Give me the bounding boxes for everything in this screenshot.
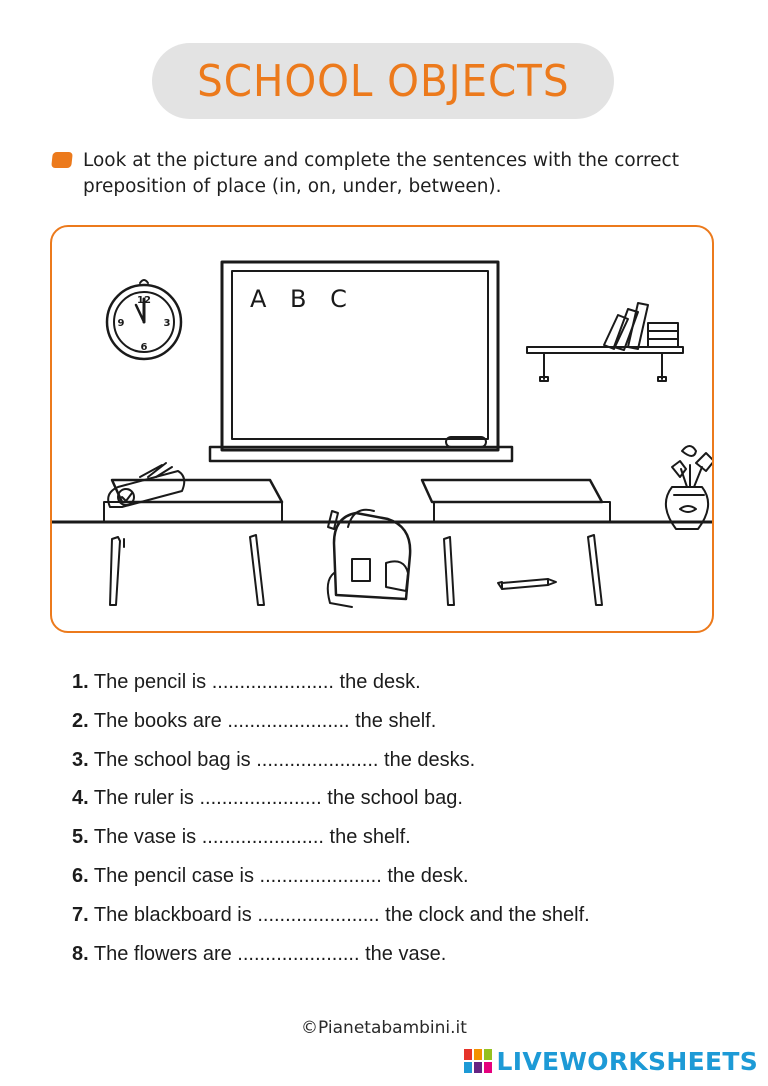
page-title: SCHOOL OBJECTS bbox=[196, 55, 570, 107]
sentence-text: the school bag. bbox=[327, 787, 463, 810]
sentence-list bbox=[72, 672, 590, 982]
pencil-case-icon bbox=[108, 463, 184, 507]
clock-number-9: 9 bbox=[117, 318, 125, 329]
instruction-text: Look at the picture and complete the sentences with the correct preposition of place (in, on, under, between). bbox=[83, 150, 679, 197]
school-bag-icon bbox=[328, 510, 410, 607]
sentence-number: 8. bbox=[72, 942, 89, 965]
answer-blank[interactable]: ...................... bbox=[199, 787, 322, 810]
sentence-text: The pencil case is bbox=[93, 864, 254, 887]
instruction-bullet-icon bbox=[51, 152, 73, 168]
sentence-text: The flowers are bbox=[93, 942, 232, 965]
sentence-item bbox=[72, 672, 590, 711]
sentence-item bbox=[72, 827, 590, 866]
sentence-text: The school bag is bbox=[93, 748, 251, 771]
title-banner bbox=[152, 43, 614, 119]
books-icon bbox=[604, 303, 678, 350]
sentence-item bbox=[72, 866, 590, 905]
sentence-number: 2. bbox=[72, 709, 89, 732]
sentence-item bbox=[72, 750, 590, 789]
flowers-icon bbox=[672, 446, 714, 487]
sentence-text: The blackboard is bbox=[93, 903, 252, 926]
answer-blank[interactable]: ...................... bbox=[201, 826, 324, 849]
sentence-text: The pencil is bbox=[93, 671, 207, 693]
sentence-text: the clock and the shelf. bbox=[385, 903, 590, 926]
classroom-picture bbox=[50, 225, 714, 633]
answer-blank[interactable]: ...................... bbox=[227, 709, 350, 732]
sentence-text: the desks. bbox=[384, 748, 476, 771]
footer-credit: ©Pianetabambini.it bbox=[301, 1018, 467, 1038]
shelf-icon bbox=[527, 347, 683, 381]
sentence-text: the vase. bbox=[365, 942, 447, 965]
right-desk-icon bbox=[422, 480, 610, 605]
sentence-number: 6. bbox=[72, 864, 89, 887]
sentence-number: 7. bbox=[72, 903, 89, 926]
sentence-number: 4. bbox=[72, 787, 89, 810]
sentence-text: The books are bbox=[93, 709, 222, 732]
answer-blank[interactable]: ...................... bbox=[237, 942, 360, 965]
sentence-item bbox=[72, 788, 590, 827]
sentence-text: the desk. bbox=[387, 864, 469, 887]
sentence-text: the desk. bbox=[339, 671, 421, 693]
sentence-number: 3. bbox=[72, 748, 89, 771]
blackboard-icon bbox=[210, 262, 512, 461]
sentence-item bbox=[72, 905, 590, 944]
answer-blank[interactable]: ...................... bbox=[259, 864, 382, 887]
liveworksheets-logo[interactable] bbox=[463, 1046, 758, 1076]
sentence-text: The vase is bbox=[93, 826, 197, 849]
blackboard-text: A B C bbox=[250, 285, 355, 313]
sentence-text: the shelf. bbox=[355, 709, 437, 732]
sentence-number: 5. bbox=[72, 826, 89, 849]
clock-number-3: 3 bbox=[163, 318, 171, 329]
clock-icon bbox=[107, 280, 181, 359]
sentence-number: 1. bbox=[72, 671, 89, 693]
liveworksheets-logo-text: LIVEWORKSHEETS bbox=[496, 1046, 758, 1076]
pencil-icon bbox=[498, 579, 556, 589]
sentence-item bbox=[72, 711, 590, 750]
clock-number-6: 6 bbox=[140, 342, 148, 353]
sentence-text: The ruler is bbox=[93, 787, 194, 810]
sentence-item bbox=[72, 944, 590, 983]
left-desk-icon bbox=[104, 480, 282, 605]
liveworksheets-logo-icon bbox=[463, 1047, 493, 1075]
answer-blank[interactable]: ...................... bbox=[211, 671, 334, 693]
clock-number-12: 12 bbox=[137, 295, 151, 306]
answer-blank[interactable]: ...................... bbox=[257, 903, 380, 926]
sentence-text: the shelf. bbox=[329, 826, 411, 849]
answer-blank[interactable]: ...................... bbox=[256, 748, 379, 771]
